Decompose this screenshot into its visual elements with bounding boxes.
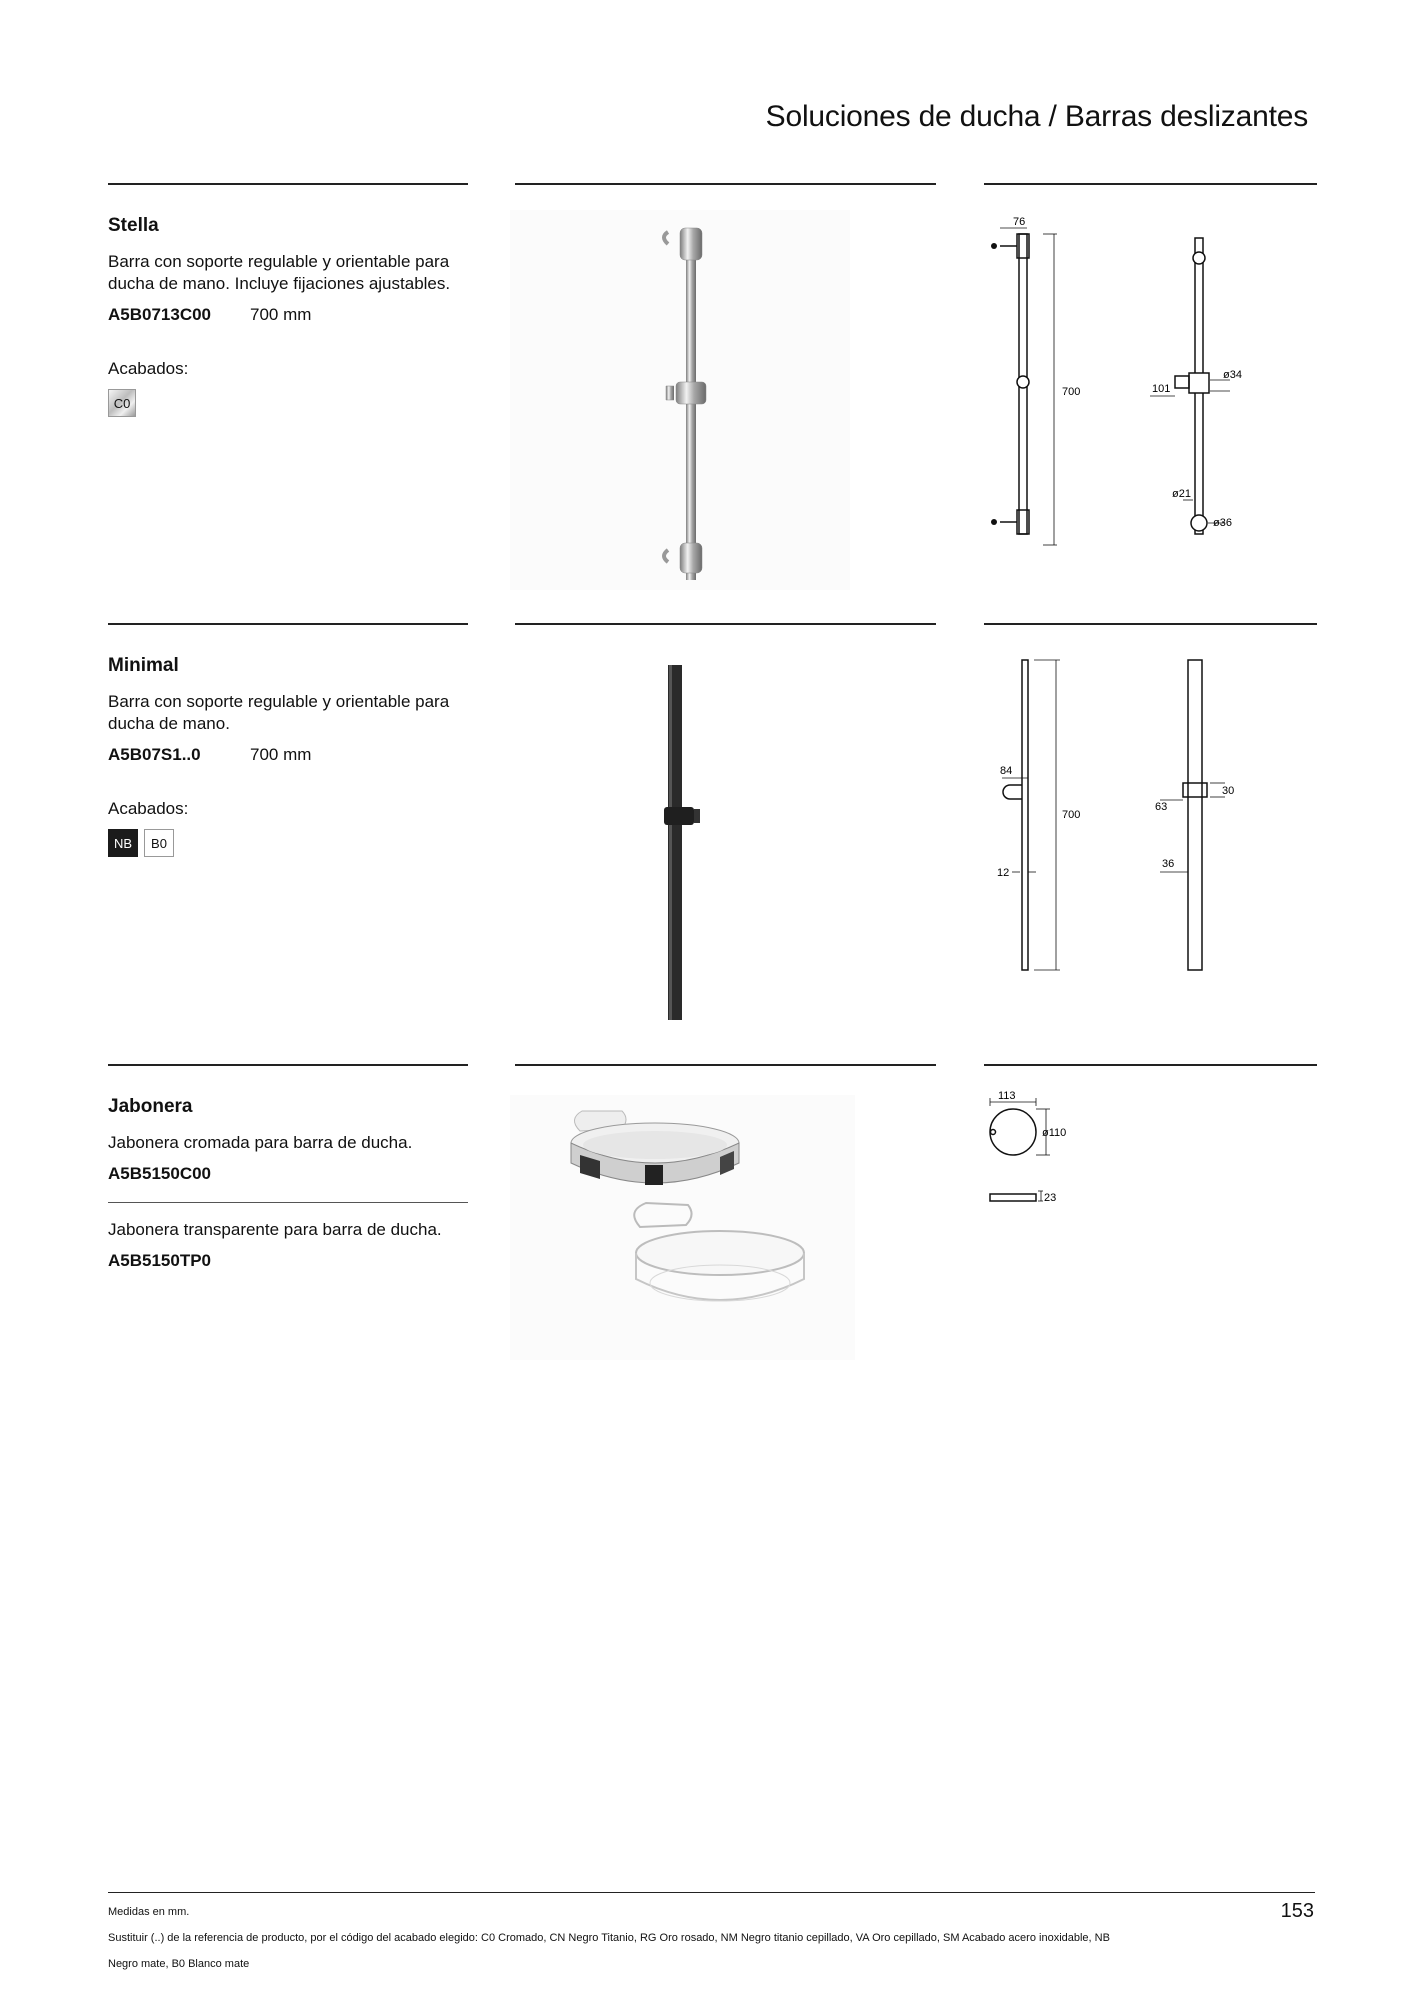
dim-76: 76: [1013, 216, 1026, 228]
divider: [984, 183, 1317, 185]
product-size: 700 mm: [250, 305, 312, 324]
jabonera-technical-drawing: [980, 1090, 1180, 1210]
product-code: A5B0713C00: [108, 305, 212, 324]
code-row: [108, 1164, 468, 1184]
footer-note-units: Medidas en mm.: [108, 1906, 190, 1918]
minimal-technical-drawing: [980, 650, 1280, 980]
product-name: Minimal: [108, 655, 179, 676]
dim-12: 12: [997, 867, 1010, 879]
dim-23: 23: [1044, 1192, 1057, 1204]
dim-36: 36: [1162, 858, 1175, 870]
finishes-label: Acabados:: [108, 799, 189, 818]
product-code: A5B5150TP0: [108, 1251, 212, 1270]
dim-30: 30: [1222, 785, 1235, 797]
product-stella: [108, 215, 468, 417]
divider: [108, 623, 468, 625]
stella-product-image: [510, 210, 850, 590]
divider: [984, 623, 1317, 625]
product-description: Jabonera cromada para barra de ducha.: [108, 1133, 413, 1152]
product-name: Jabonera: [108, 1096, 193, 1117]
divider: [108, 1064, 468, 1066]
divider: [984, 1064, 1317, 1066]
product-jabonera: [108, 1096, 468, 1305]
product-code: A5B5150C00: [108, 1164, 212, 1183]
product-description: Barra con soporte regulable y orientable para ducha de mano. Incluye fijaciones ajustables.: [108, 252, 451, 293]
product-minimal: [108, 655, 468, 857]
jabonera-product-image: [510, 1095, 855, 1360]
divider: [515, 623, 936, 625]
finish-swatches: [108, 829, 468, 857]
dim-o110: ø110: [1042, 1127, 1067, 1139]
divider: [108, 183, 468, 185]
finish-swatch-c0: C0: [108, 389, 136, 417]
code-row: [108, 305, 468, 325]
page-number: 153: [1280, 1900, 1314, 1922]
product-description: Jabonera transparente para barra de ducha.: [108, 1220, 442, 1239]
divider: [515, 1064, 936, 1066]
code-row: [108, 745, 468, 765]
dim-700: 700: [1062, 386, 1081, 398]
finish-swatch-nb: NB: [108, 829, 138, 857]
dim-700: 700: [1062, 809, 1081, 821]
product-description: Barra con soporte regulable y orientable para ducha de mano.: [108, 692, 450, 733]
footer-divider: [108, 1892, 1315, 1893]
product-size: 700 mm: [250, 745, 312, 764]
dim-o21: ø21: [1172, 488, 1191, 500]
dim-o36: ø36: [1213, 517, 1232, 529]
stella-technical-drawing: [980, 210, 1280, 560]
code-row: [108, 1251, 468, 1271]
page-title: Soluciones de ducha / Barras deslizantes: [765, 100, 1308, 133]
finishes-label: Acabados:: [108, 359, 189, 378]
dim-113: 113: [998, 1090, 1016, 1102]
divider: [515, 183, 936, 185]
product-name: Stella: [108, 215, 159, 236]
dim-o34: ø34: [1223, 369, 1242, 381]
divider: [108, 1202, 468, 1203]
dim-101: 101: [1152, 383, 1171, 395]
minimal-product-image: [600, 655, 760, 1025]
dim-63: 63: [1155, 801, 1168, 813]
dim-84: 84: [1000, 765, 1013, 777]
product-code: A5B07S1..0: [108, 745, 201, 764]
finish-swatch-b0: B0: [144, 829, 174, 857]
finish-swatches: [108, 389, 468, 417]
footer-note-finishes: Sustituir (..) de la referencia de producto, por el código del acabado elegido: C0 Cromado, CN Negro Titanio, RG Oro rosado, NM Negro titanio cepillado, VA Oro cepillado, SM Acabado acero inoxidable, NB: [108, 1932, 1110, 1944]
footer-note-finishes-cont: Negro mate, B0 Blanco mate: [108, 1958, 250, 1970]
